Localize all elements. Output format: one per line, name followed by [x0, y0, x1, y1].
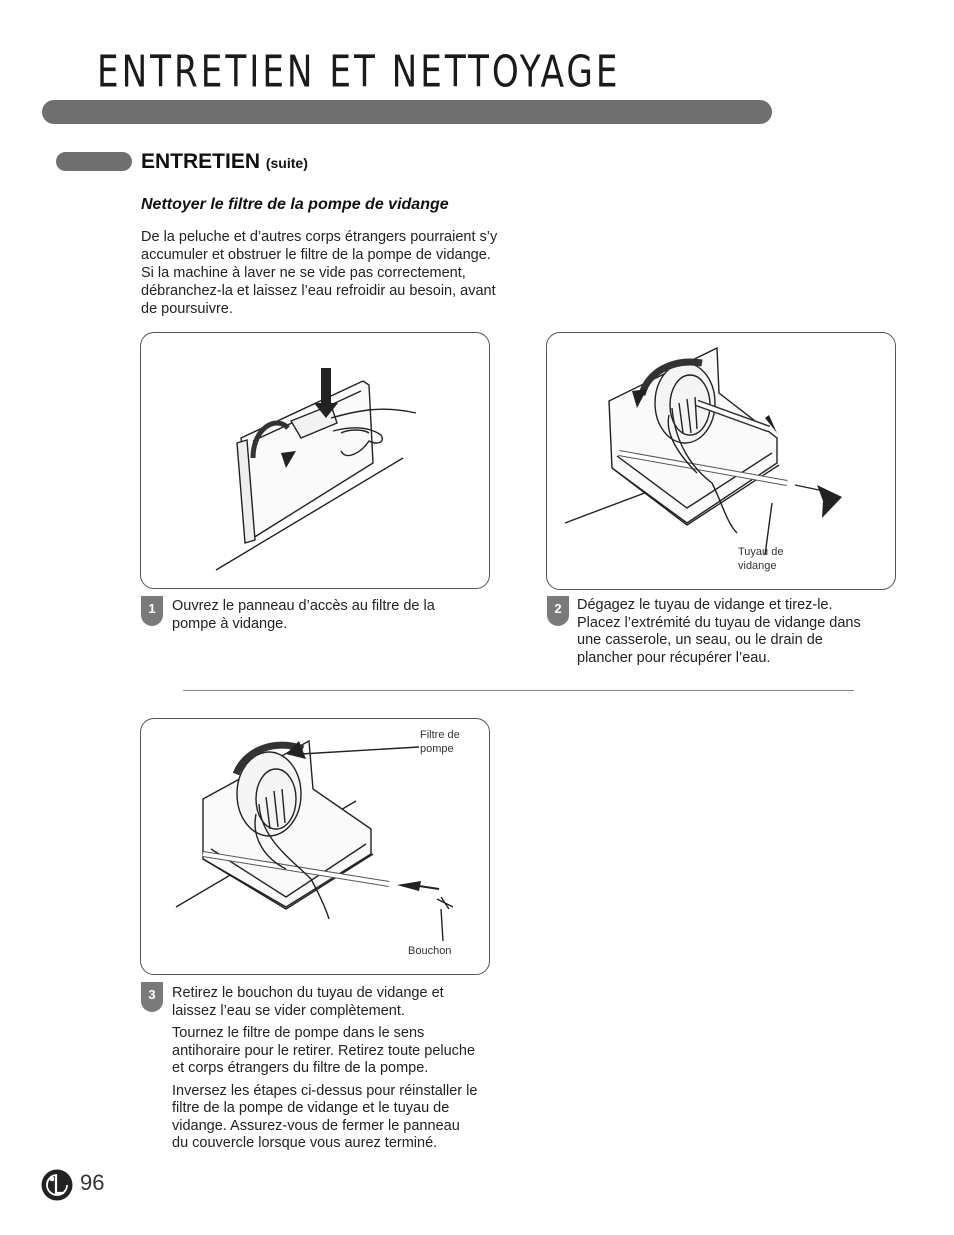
access-panel-illustration: [141, 333, 489, 588]
section-title: [141, 150, 308, 174]
step-2-paragraph: Dégagez le tuyau de vidange et tirez-le. Placez l’extrémité du tuyau de vidange dans une casserole, un seau, ou le drain de plancher pour récupérer l’eau.: [577, 597, 861, 666]
drain-hose-callout: [738, 545, 798, 573]
step-1-text: [172, 598, 482, 638]
step-3-paragraph-3: Inversez les étapes ci-dessus pour réinstaller le filtre de la pompe de vidange et le tuyau de vidange. Assurez-vous de fermer le panneau du couvercle lorsque vous aurez terminé.: [172, 1082, 478, 1151]
step-3-text: [172, 985, 478, 1158]
step-1-badge: 1: [141, 596, 163, 626]
subheading: Nettoyer le filtre de la pompe de vidange: [141, 196, 449, 213]
figure-2: [546, 332, 896, 590]
step-3-paragraph-1: Retirez le bouchon du tuyau de vidange et laissez l’eau se vider complètement.: [172, 985, 444, 1019]
intro-paragraph: De la peluche et d’autres corps étrangers pourraient s’y accumuler et obstruer le filtre de la pompe de vidange. Si la machine à laver ne se vide pas correctement, débranchez-la et laissez l’eau refroidir au besoin, avant de poursuivre.: [141, 229, 498, 317]
plug-callout: Bouchon: [408, 945, 452, 957]
lg-logo: [40, 1168, 74, 1202]
figure-3: [140, 718, 490, 975]
drain-hose-callout-text: Tuyau de vidange: [738, 546, 784, 572]
step-2-text: [577, 597, 877, 672]
section-divider: [183, 690, 854, 691]
section-title-text: ENTRETIEN: [141, 150, 261, 173]
step-1-paragraph: Ouvrez le panneau d’accès au filtre de la pompe à vidange.: [172, 598, 435, 632]
figure-1: [140, 332, 490, 589]
section-marker: [56, 152, 132, 171]
section-title-suffix: (suite): [265, 155, 308, 171]
step-3-paragraph-2: Tournez le filtre de pompe dans le sens antihoraire pour le retirer. Retirez toute peluche et corps étrangers du filtre de la pompe.: [172, 1025, 476, 1076]
step-2-badge: 2: [547, 596, 569, 626]
pump-filter-callout-text: Filtre de pompe: [420, 729, 460, 755]
title-bar: [42, 100, 772, 124]
pump-filter-callout: [420, 728, 464, 756]
step-3-badge: 3: [141, 982, 163, 1012]
pump-filter-illustration: [141, 719, 489, 974]
page-number: 96: [80, 1170, 105, 1195]
page-title: ENTRETIEN ET NETTOYAGE: [97, 46, 621, 97]
drain-hose-illustration: [547, 333, 895, 589]
